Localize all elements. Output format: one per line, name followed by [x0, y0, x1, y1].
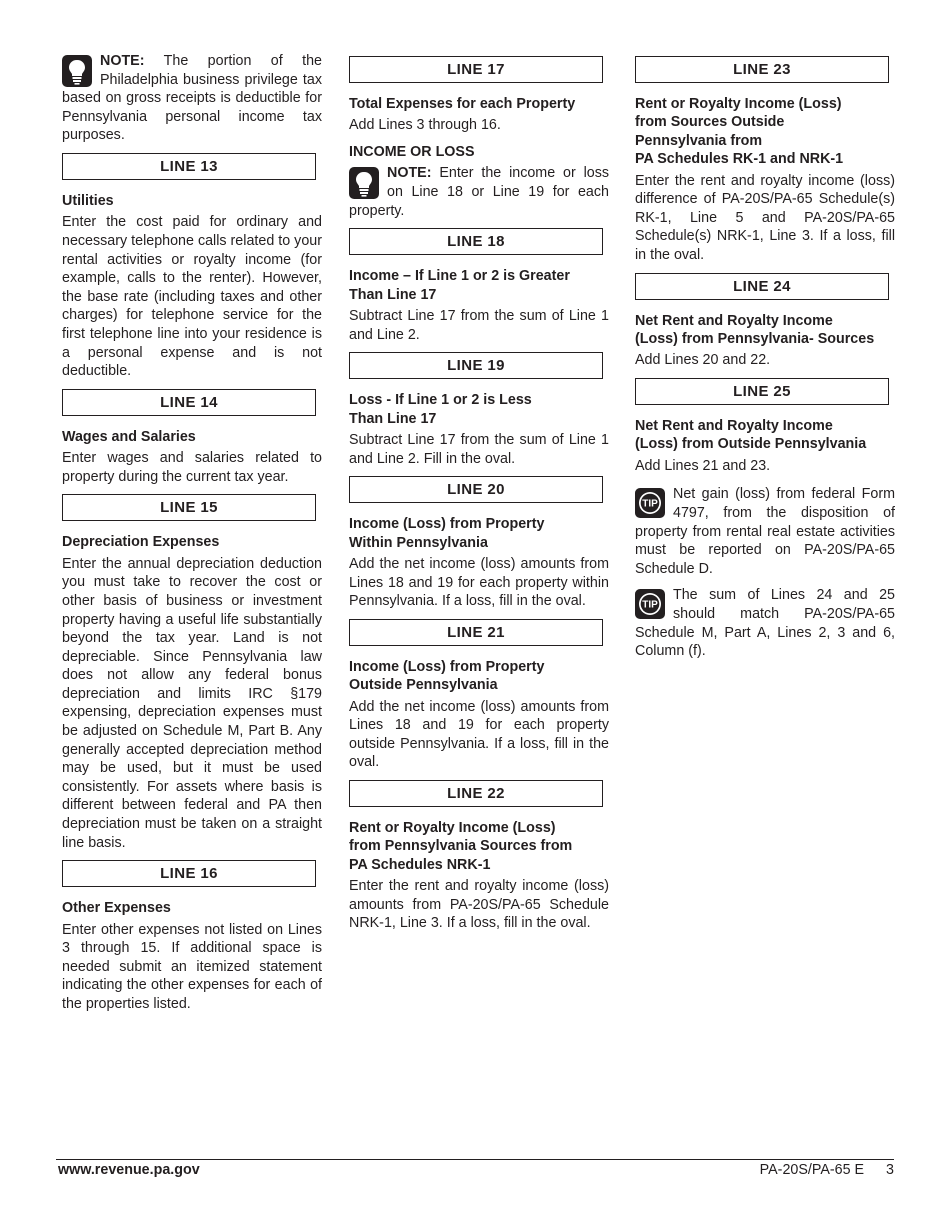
tip-text: The sum of Lines 24 and 25 should match PA-20S/PA-65 Schedule M, Part A, Lines 2, 3 and 6, Column (f).	[635, 587, 895, 660]
line-21-title-2: Outside Pennsylvania	[349, 677, 498, 694]
note-label: NOTE:	[387, 165, 432, 182]
line-25-body: Add Lines 21 and 23.	[635, 457, 771, 474]
line-21-body: Add the net income (loss) amounts from Lines 18 and 19 for each property outside Pennsylvania. If a loss, fill in the oval.	[349, 698, 609, 771]
line-22-body: Enter the rent and royalty income (loss) amounts from PA-20S/PA-65 Schedule NRK-1, Line 3. If a loss, fill in the oval.	[349, 878, 609, 932]
line-24-body: Add Lines 20 and 22.	[635, 352, 771, 369]
column-1	[62, 52, 322, 1022]
line-14-title: Wages and Salaries	[62, 428, 196, 445]
line-20-header: LINE 20	[349, 476, 603, 503]
column-2	[349, 52, 609, 941]
line-19-title	[349, 391, 609, 428]
line-22-title-3: PA Schedules NRK-1	[349, 856, 491, 873]
line-13-title: Utilities	[62, 192, 114, 209]
line-18-title-2: Than Line 17	[349, 286, 437, 303]
tip-form-4797	[635, 485, 895, 578]
note-label: NOTE:	[100, 53, 145, 69]
line-18-title-1: Income – If Line 1 or 2 is Greater	[349, 268, 570, 285]
page-number: 3	[886, 1162, 894, 1178]
line-18-title	[349, 267, 609, 304]
note-income-or-loss	[349, 164, 609, 220]
lightbulb-icon	[62, 55, 92, 87]
line-17-body: Add Lines 3 through 16.	[349, 117, 501, 134]
line-19-title-1: Loss - If Line 1 or 2 is Less	[349, 392, 532, 409]
tip-sum-lines	[635, 586, 895, 660]
column-3	[635, 52, 895, 669]
line-19-title-2: Than Line 17	[349, 410, 437, 427]
tip-icon-text: TIP	[642, 599, 658, 611]
line-23-title-3: Pennsylvania from	[635, 132, 763, 149]
footer-form-name: PA-20S/PA-65 E	[759, 1162, 865, 1178]
line-24-title	[635, 312, 895, 349]
note-text: Enter the income or loss on Line 18 or Line 19 for each property.	[349, 165, 609, 219]
line-21-title-1: Income (Loss) from Property	[349, 658, 545, 675]
line-22-title-1: Rent or Royalty Income (Loss)	[349, 819, 556, 836]
tip-text: Net gain (loss) from federal Form 4797, from the disposition of property from rental real estate activities must be reported on PA-20S/PA-65 Schedule D.	[635, 486, 895, 577]
line-21-title	[349, 658, 609, 695]
line-16-header: LINE 16	[62, 860, 316, 887]
line-16-body: Enter other expenses not listed on Lines 3 through 15. If additional space is needed submit an itemized statement indicating the other expenses for each of the properties listed.	[62, 921, 322, 1012]
line-23-title	[635, 95, 895, 169]
note-philadelphia	[62, 52, 322, 145]
line-19-body: Subtract Line 17 from the sum of Line 1 and Line 2. Fill in the oval.	[349, 432, 609, 467]
line-22-header: LINE 22	[349, 780, 603, 807]
line-13-header: LINE 13	[62, 153, 316, 180]
note-text: The portion of the Philadelphia business privilege tax based on gross receipts is deductible for Pennsylvania personal income tax purposes.	[62, 53, 322, 144]
line-15-title: Depreciation Expenses	[62, 534, 220, 551]
tip-icon-text: TIP	[642, 499, 658, 511]
line-20-body: Add the net income (loss) amounts from Lines 18 and 19 for each property within Pennsylvania. If a loss, fill in the oval.	[349, 556, 609, 610]
line-23-title-2: from Sources Outside	[635, 114, 785, 131]
line-25-title-1: Net Rent and Royalty Income	[635, 418, 833, 434]
line-23-title-1: Rent or Royalty Income (Loss)	[635, 96, 842, 112]
tip-icon	[635, 589, 665, 619]
line-21-header: LINE 21	[349, 619, 603, 646]
line-24-title-2: (Loss) from Pennsylvania- Sources	[635, 331, 875, 347]
line-14-body: Enter wages and salaries related to property during the current tax year.	[62, 450, 322, 485]
income-or-loss-title: INCOME OR LOSS	[349, 144, 475, 160]
line-20-title-1: Income (Loss) from Property	[349, 516, 545, 533]
line-23-header: LINE 23	[635, 56, 889, 83]
line-22-title-2: from Pennsylvania Sources from	[349, 838, 573, 855]
footer-form-info	[760, 1162, 894, 1178]
line-23-title-4: PA Schedules RK-1 and NRK-1	[635, 151, 844, 168]
line-20-title-2: Within Pennsylvania	[349, 534, 488, 551]
line-18-body: Subtract Line 17 from the sum of Line 1 and Line 2.	[349, 308, 609, 343]
line-18-header: LINE 18	[349, 228, 603, 255]
line-25-header: LINE 25	[635, 378, 889, 405]
line-23-body: Enter the rent and royalty income (loss) difference of PA-20S/PA-65 Schedule(s) RK-1, Line 5 and PA-20S/PA-65 Schedule(s) NRK-1, Line 3. If a loss, fill in the oval.	[635, 172, 895, 263]
tip-icon	[635, 488, 665, 518]
footer-url-link[interactable]: www.revenue.pa.gov	[58, 1162, 200, 1178]
line-14-header: LINE 14	[62, 389, 316, 416]
page-footer	[56, 1159, 894, 1178]
line-17-title: Total Expenses for each Property	[349, 96, 576, 112]
line-25-title-2: (Loss) from Outside Pennsylvania	[635, 436, 867, 453]
line-25-title	[635, 417, 895, 454]
line-19-header: LINE 19	[349, 352, 603, 379]
lightbulb-icon	[349, 167, 379, 199]
line-15-header: LINE 15	[62, 494, 316, 521]
line-24-title-1: Net Rent and Royalty Income	[635, 312, 833, 329]
line-17-header: LINE 17	[349, 56, 603, 83]
line-24-header: LINE 24	[635, 273, 889, 300]
line-16-title: Other Expenses	[62, 900, 171, 917]
line-15-body: Enter the annual depreciation deduction you must take to recover the cost or other basis of business or investment property having a useful life substantially beyond the tax year. Land is not depreciable. Since Pennsylvania law does not allow any federal bonus depreciation and limits IRC §179 expensing, depreciation expenses must be adjusted on Schedule M, Part B. Any generally accepted depreciation method may be used, but it must be used consistently. For assets where basis is different between federal and PA then depreciation must be taken on a straight line basis.	[62, 555, 322, 851]
line-20-title	[349, 515, 609, 552]
line-22-title	[349, 819, 609, 874]
line-13-body: Enter the cost paid for ordinary and necessary telephone calls related to your rental activities or royalty income (for example, calls to the renter). However, the base rate (including taxes and other charges) for telephone service for the first telephone line into your residence is a personal expense and is not deductible.	[62, 214, 322, 380]
